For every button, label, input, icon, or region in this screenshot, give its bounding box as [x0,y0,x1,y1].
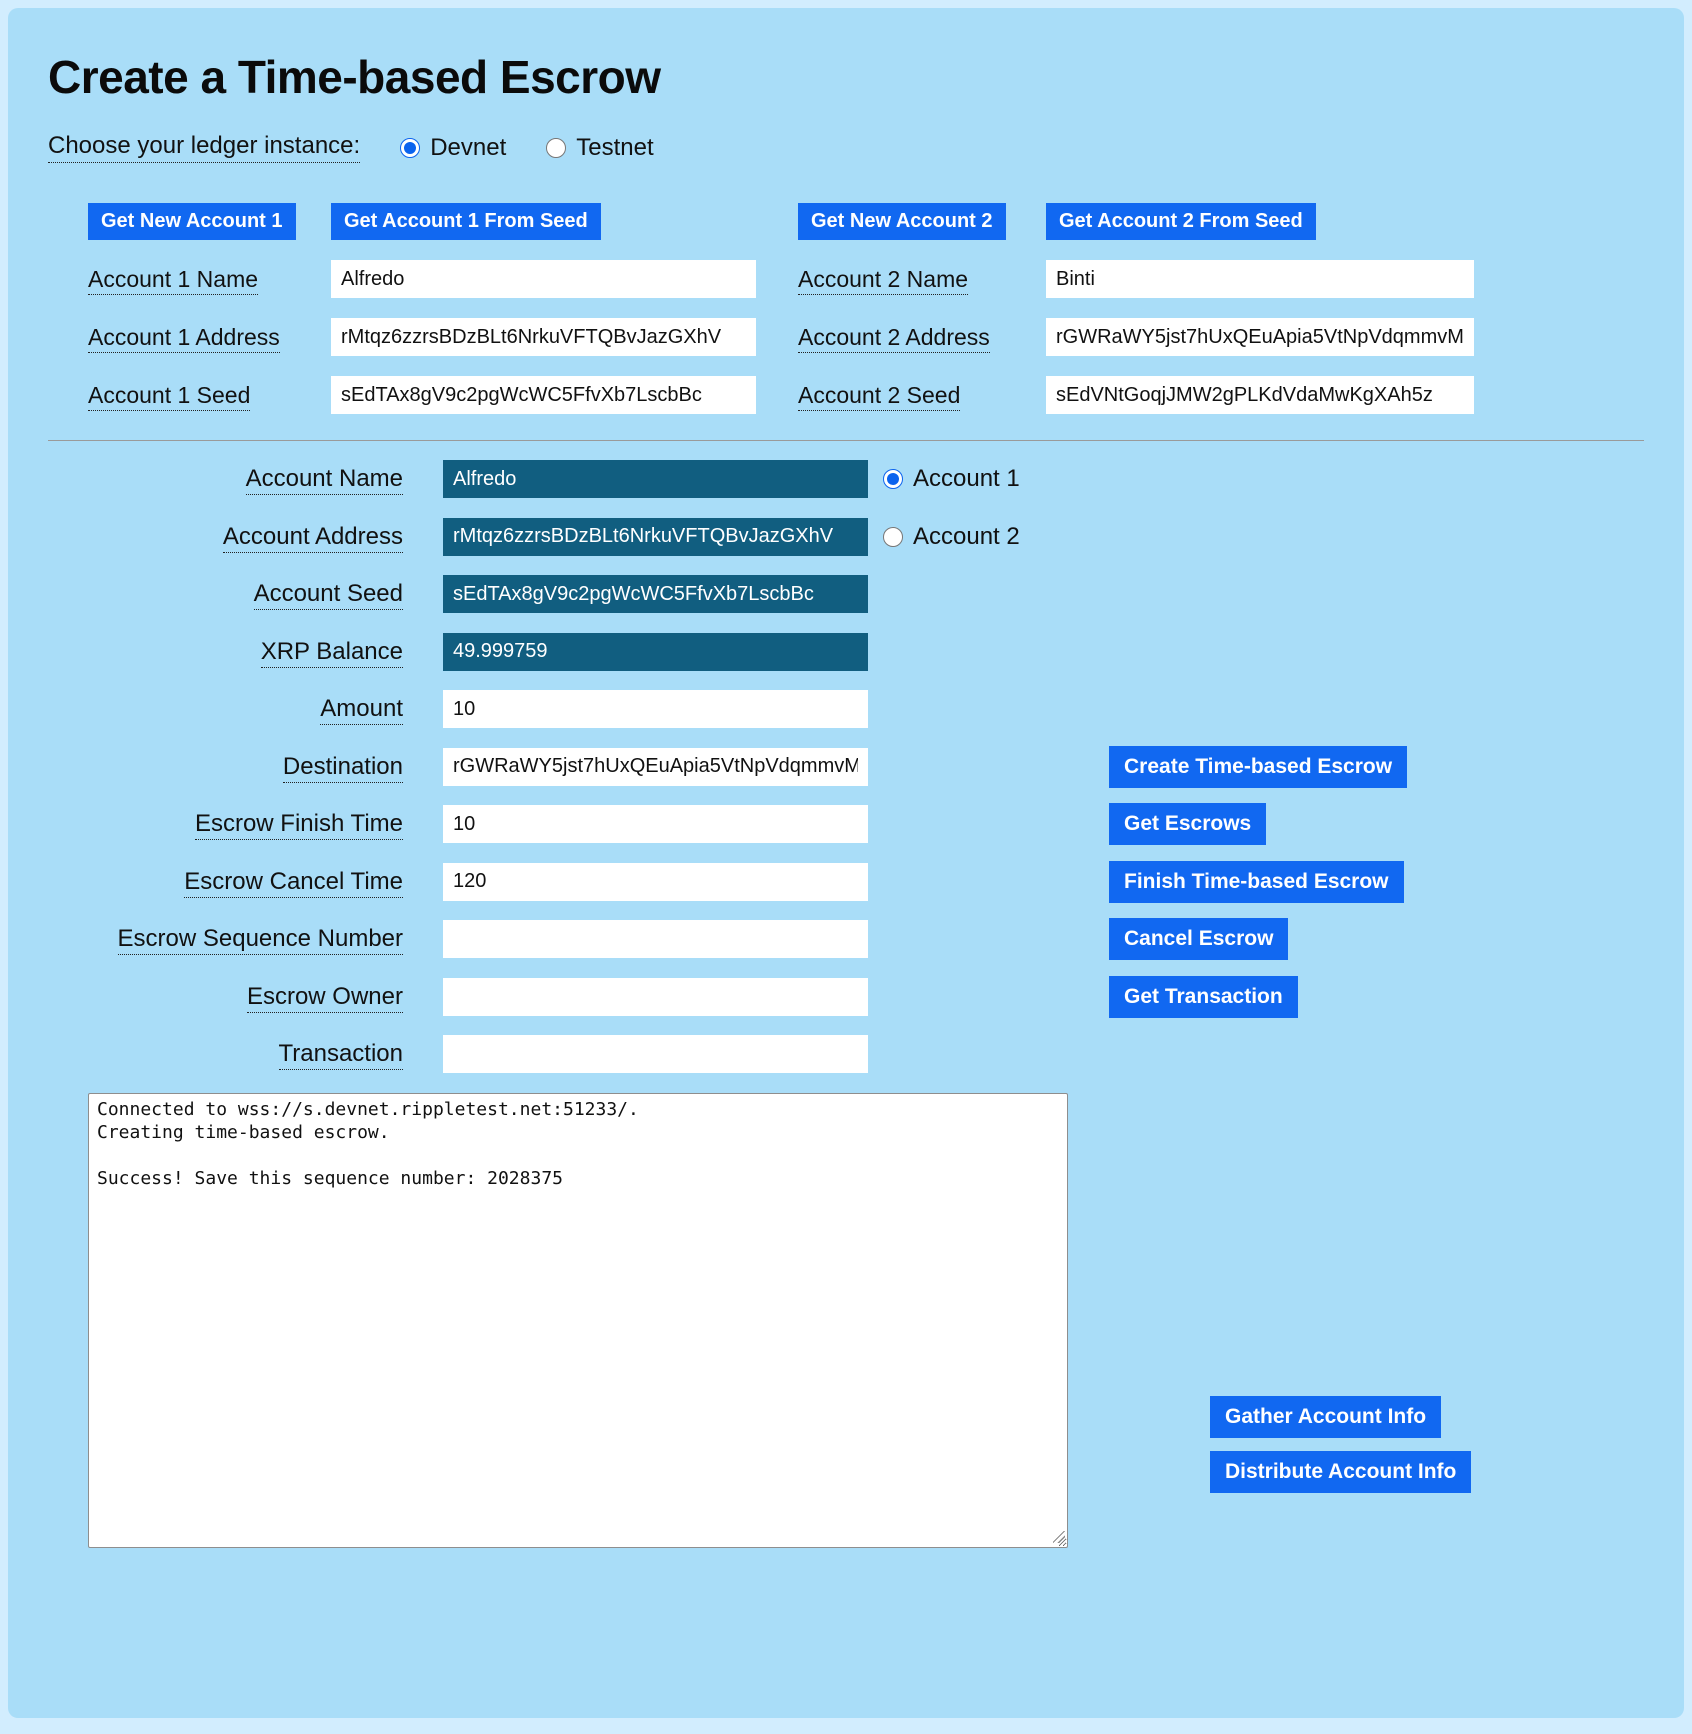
escrow-finish-time-label: Escrow Finish Time [195,810,403,840]
devnet-radio-label: Devnet [430,133,507,161]
account-1-name-label: Account 1 Name [88,266,258,295]
account-seed-label: Account Seed [254,580,403,610]
account-1-radio[interactable] [883,469,903,489]
get-account-1-from-seed-button[interactable]: Get Account 1 From Seed [331,203,601,240]
devnet-radio[interactable] [400,138,420,158]
account-name-display[interactable] [443,460,868,498]
get-account-2-from-seed-button[interactable]: Get Account 2 From Seed [1046,203,1316,240]
escrow-finish-time-input[interactable] [443,805,868,843]
results-log[interactable] [88,1093,1068,1548]
escrow-sequence-number-label: Escrow Sequence Number [118,925,403,955]
escrow-form [48,460,1644,1073]
amount-label: Amount [320,695,403,725]
transaction-label: Transaction [279,1040,404,1070]
form-row [48,805,1644,843]
account-seed-display[interactable] [443,575,868,613]
account-name-label: Account Name [246,465,403,495]
ledger-instance-row [48,132,1644,163]
form-row [48,633,1644,671]
xrp-balance-display[interactable] [443,633,868,671]
account-2-address-input[interactable] [1046,318,1474,356]
form-row [48,920,1644,958]
account-1-address-label: Account 1 Address [88,324,280,353]
testnet-radio-label: Testnet [576,133,654,161]
testnet-radio[interactable] [546,138,566,158]
account-2-seed-label: Account 2 Seed [798,382,960,411]
account-2-radio-label: Account 2 [913,522,1020,550]
account-1-address-input[interactable] [331,318,756,356]
account-2-address-label: Account 2 Address [798,324,990,353]
escrow-owner-label: Escrow Owner [247,983,403,1013]
escrow-cancel-time-input[interactable] [443,863,868,901]
account-1-seed-label: Account 1 Seed [88,382,250,411]
account-1-name-input[interactable] [331,260,756,298]
form-row [48,748,1644,786]
get-new-account-2-button[interactable]: Get New Account 2 [798,203,1006,240]
account-1-seed-input[interactable] [331,376,756,414]
cancel-escrow-button[interactable]: Cancel Escrow [1109,918,1288,960]
account-2-name-input[interactable] [1046,260,1474,298]
ledger-instance-label: Choose your ledger instance: [48,132,360,163]
account-1-radio-label: Account 1 [913,465,1020,492]
account-2-radio[interactable] [883,527,903,547]
finish-escrow-button[interactable]: Finish Time-based Escrow [1109,861,1404,903]
account-address-display[interactable] [443,518,868,556]
account-2-name-label: Account 2 Name [798,266,968,295]
info-actions [1210,1396,1471,1493]
distribute-account-info-button[interactable]: Distribute Account Info [1210,1451,1471,1493]
escrow-cancel-time-label: Escrow Cancel Time [184,868,403,898]
get-escrows-button[interactable]: Get Escrows [1109,803,1266,845]
testnet-radio-option[interactable] [546,134,653,162]
account-2-seed-input[interactable] [1046,376,1474,414]
page-title: Create a Time-based Escrow [48,51,661,103]
account-address-label: Account Address [223,523,403,553]
devnet-radio-option[interactable] [400,134,506,162]
account-1-radio-option[interactable] [883,465,1020,493]
destination-input[interactable] [443,748,868,786]
form-row [48,460,1644,498]
form-row [48,690,1644,728]
account-2-radio-option[interactable] [883,523,1020,551]
get-transaction-button[interactable]: Get Transaction [1109,976,1298,1018]
results-area [88,1093,1068,1548]
transaction-input[interactable] [443,1035,868,1073]
form-row [48,575,1644,613]
form-row [48,1035,1644,1073]
escrow-owner-input[interactable] [443,978,868,1016]
destination-label: Destination [283,753,403,783]
form-row [48,978,1644,1016]
form-row [48,863,1644,901]
page-panel [8,8,1684,1718]
amount-input[interactable] [443,690,868,728]
account-setup-grid [88,203,1644,414]
create-escrow-button[interactable]: Create Time-based Escrow [1109,746,1407,788]
form-row [48,518,1644,556]
escrow-sequence-number-input[interactable] [443,920,868,958]
get-new-account-1-button[interactable]: Get New Account 1 [88,203,296,240]
gather-account-info-button[interactable]: Gather Account Info [1210,1396,1441,1438]
xrp-balance-label: XRP Balance [261,638,403,668]
section-divider [48,440,1644,441]
